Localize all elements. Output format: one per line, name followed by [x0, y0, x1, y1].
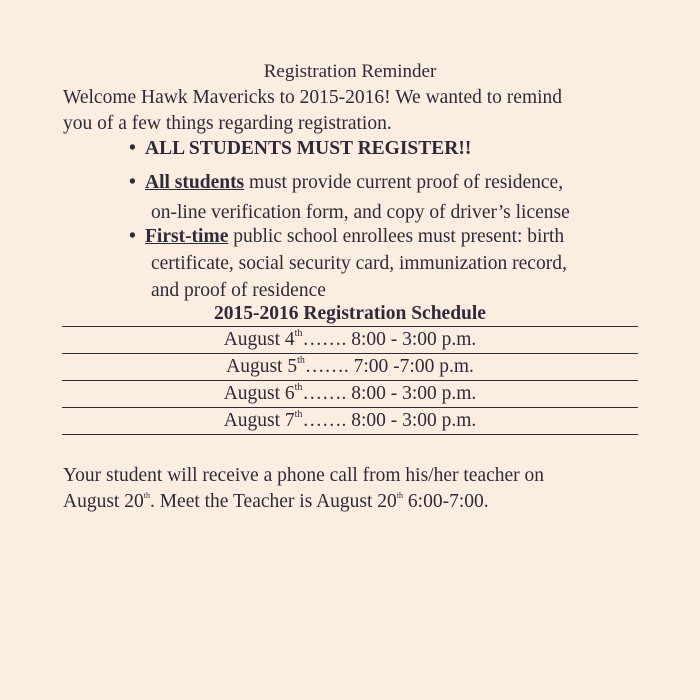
bullet-first-time [129, 223, 567, 304]
bullet-text-line-2: certificate, social security card, immunization record, [151, 253, 567, 274]
bullet-bold-label: All students [145, 172, 245, 193]
bullet-glyph: • [129, 172, 136, 193]
bullet-text-line-3: and proof of residence [151, 280, 326, 301]
schedule-row [62, 408, 638, 435]
schedule-row [62, 327, 638, 354]
footer-line-2 [63, 489, 663, 515]
footer-text: 6:00-7:00. [403, 491, 489, 512]
intro-paragraph [63, 85, 663, 137]
schedule-date: August 5 [226, 356, 298, 377]
date-ordinal: th [294, 382, 303, 393]
schedule-title: 2015-2016 Registration Schedule [62, 302, 638, 327]
bullet-text: must provide current proof of residence, [244, 172, 564, 193]
date-ordinal: th [294, 409, 303, 420]
footer-text: . Meet the Teacher is August 20 [149, 491, 397, 512]
date-ordinal: th [143, 491, 150, 500]
schedule-time: ……. 8:00 - 3:00 p.m. [302, 410, 477, 431]
schedule-time: ……. 8:00 - 3:00 p.m. [302, 329, 477, 350]
date-ordinal: th [297, 355, 305, 366]
bullet-all-students [129, 168, 570, 228]
bullet-text-line-2: on-line verification form, and copy of driver’s license [151, 202, 570, 223]
schedule-date: August 6 [223, 383, 295, 404]
bullet-text: public school enrollees must present: birth [228, 226, 565, 247]
date-ordinal: th [294, 328, 303, 339]
bullet-glyph: • [129, 138, 136, 159]
footer-text: August 20 [63, 491, 144, 512]
bullet-text: ALL STUDENTS MUST REGISTER!! [145, 138, 472, 159]
intro-line-1: Welcome Hawk Mavericks to 2015-2016! We wanted to remind [63, 87, 563, 108]
schedule-row [62, 354, 638, 381]
schedule-time: ……. 8:00 - 3:00 p.m. [302, 383, 477, 404]
intro-line-2: you of a few things regarding registration. [63, 113, 392, 134]
bullet-bold-label: First-time [145, 226, 229, 247]
page-title: Registration Reminder [263, 61, 437, 82]
bullet-glyph: • [129, 226, 136, 247]
schedule-time: ……. 7:00 -7:00 p.m. [304, 356, 474, 377]
schedule-row [62, 381, 638, 408]
schedule-date: August 4 [223, 329, 295, 350]
date-ordinal: th [396, 491, 404, 500]
bullet-all-must-register [129, 137, 471, 161]
footer-paragraph [63, 463, 663, 515]
footer-line-1: Your student will receive a phone call from his/her teacher on [63, 465, 545, 486]
registration-schedule [62, 302, 638, 435]
schedule-date: August 7 [223, 410, 295, 431]
